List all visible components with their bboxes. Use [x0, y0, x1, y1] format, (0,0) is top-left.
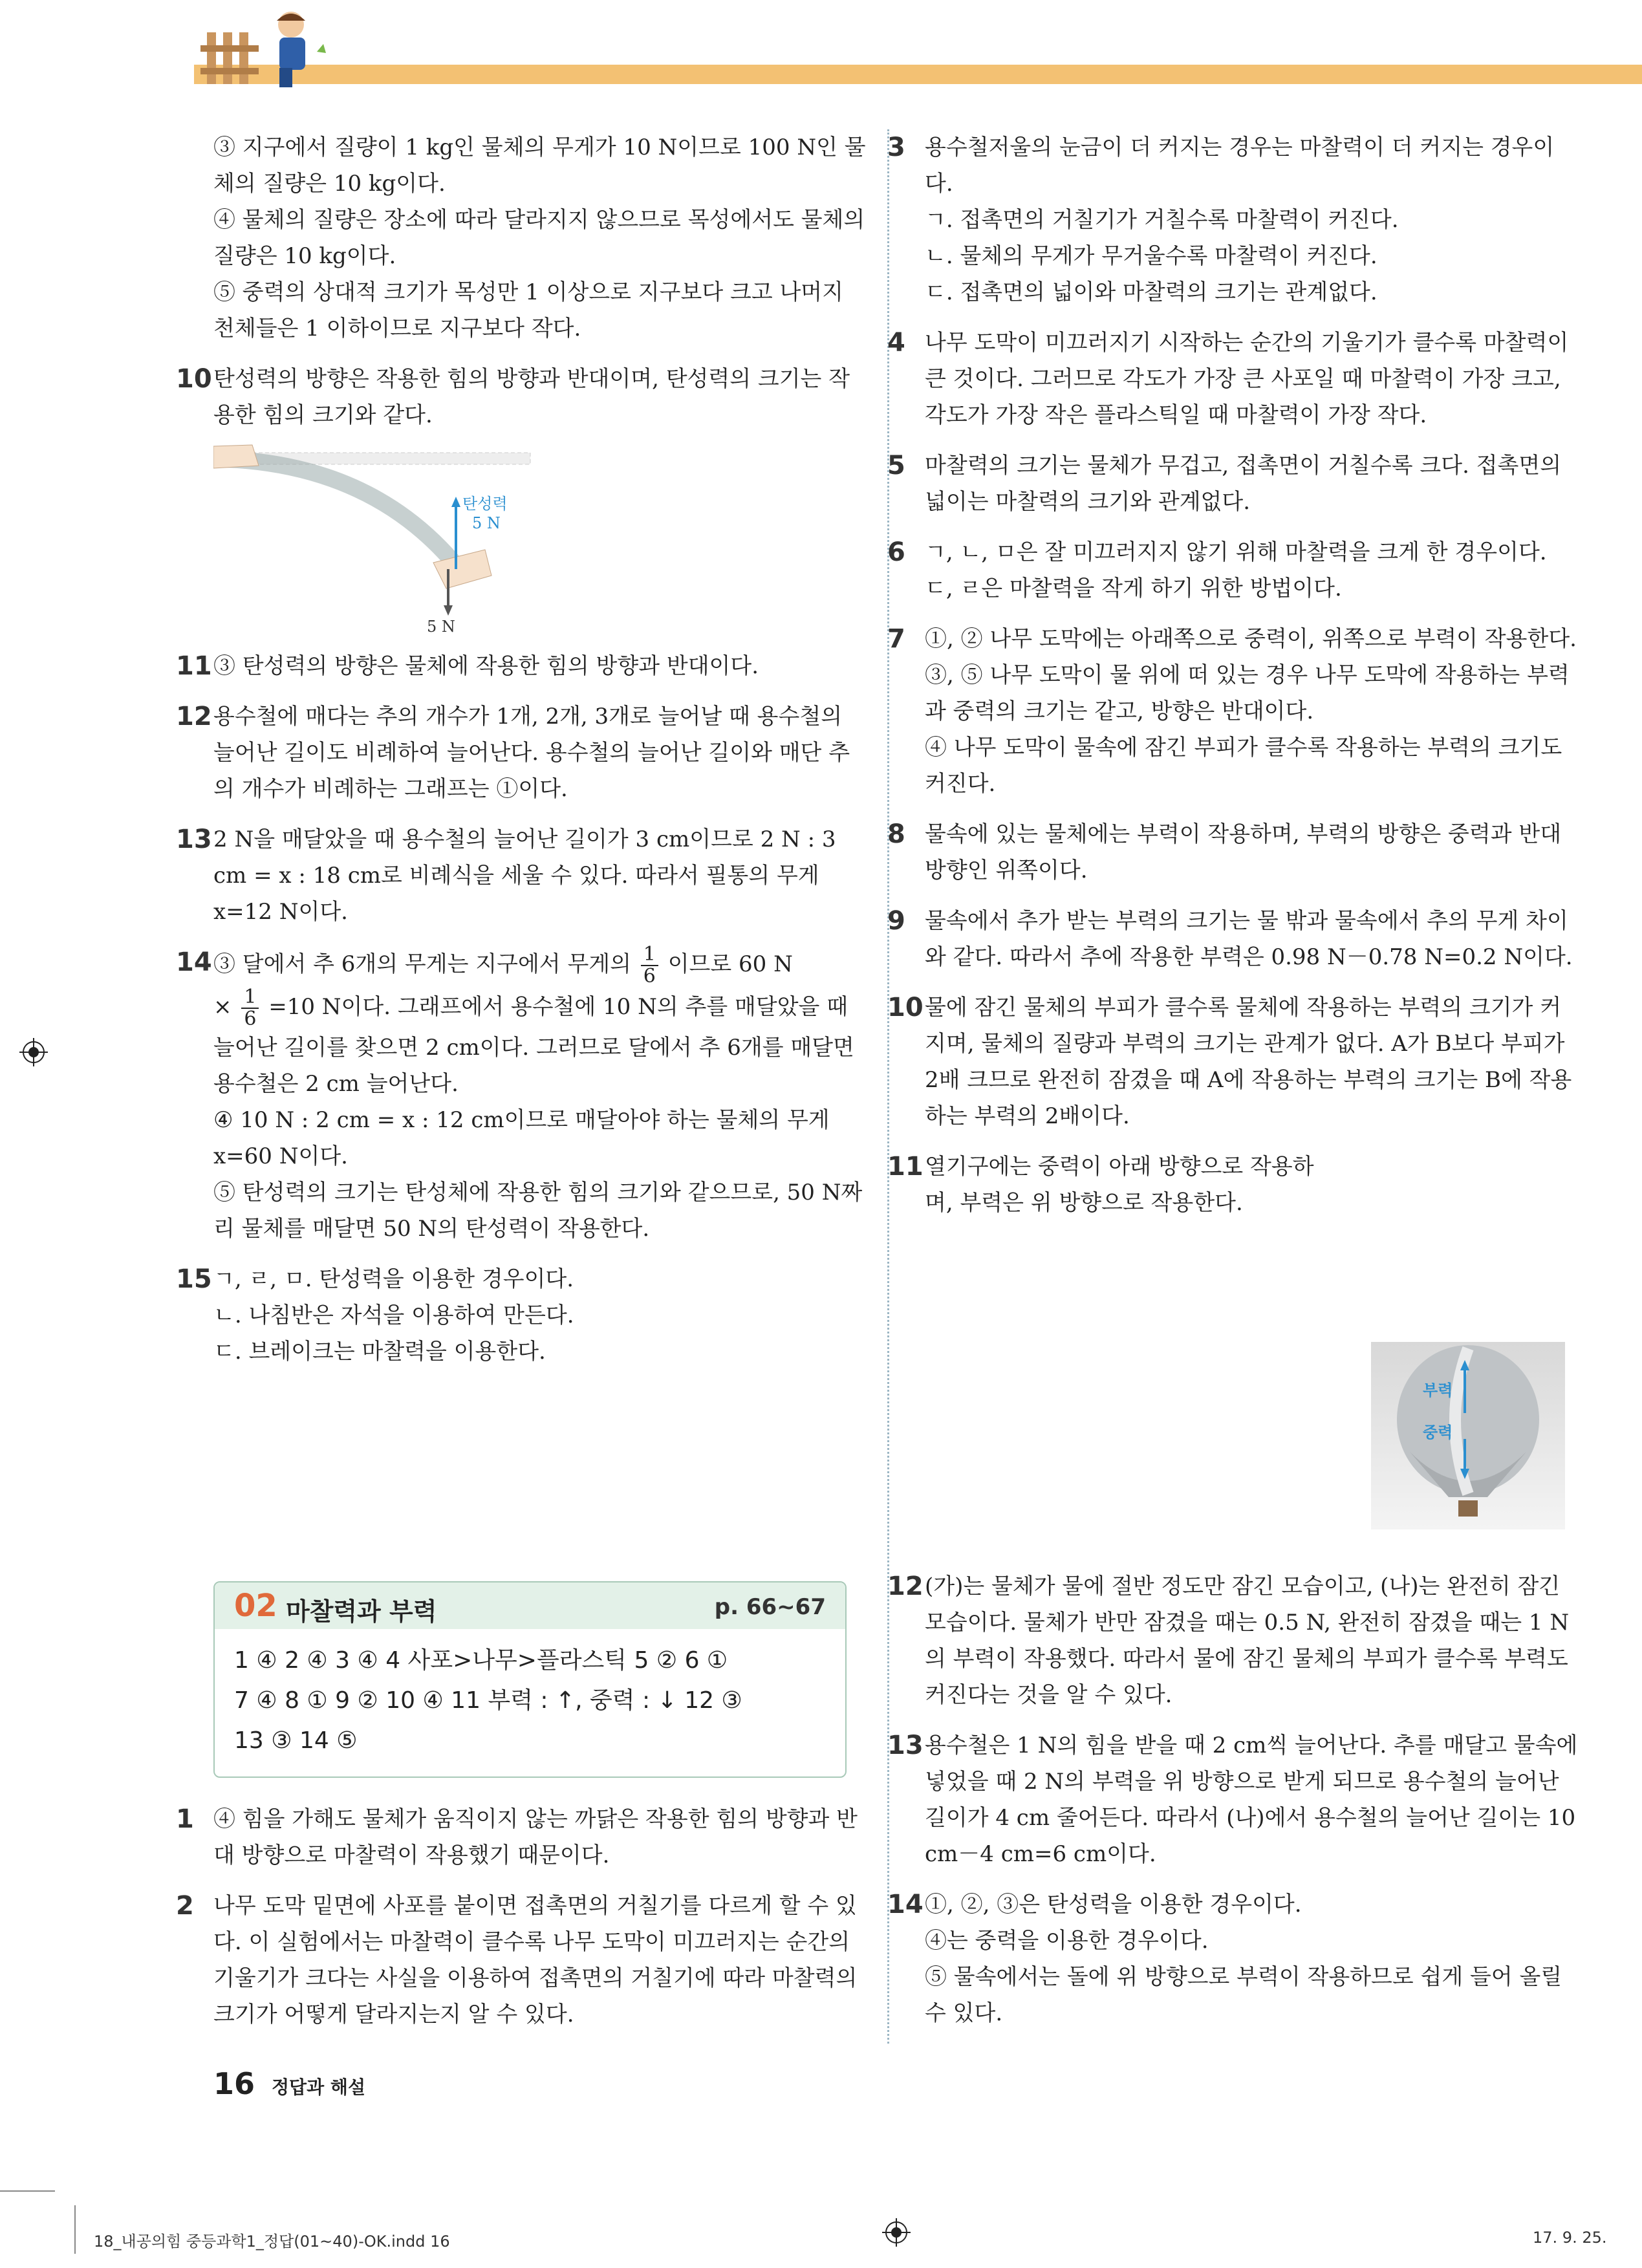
answer-number: 10	[887, 993, 924, 1022]
answer-10	[176, 361, 867, 636]
answer-text: 탄성력의 방향은 작용한 힘의 방향과 반대이며, 탄성력의 크기는 작용한 힘의 크기와 같다.	[213, 366, 850, 428]
answer-number: 14	[887, 1890, 924, 1919]
answer-10-right	[887, 989, 1578, 1134]
answer-number: 7	[887, 624, 905, 654]
answer-text: ㄱ, ㄹ, ㅁ. 탄성력을 이용한 경우이다.	[213, 1266, 574, 1292]
answer-number: 4	[887, 328, 905, 358]
summary-answers	[215, 1629, 845, 1761]
text-fragment: ③ 달에서 추 6개의 무게는 지구에서 무게의	[213, 951, 631, 977]
answer-text: ⑤ 물속에서는 돌에 위 방향으로 부력이 작용하므로 쉽게 들어 올릴 수 있다.	[925, 1964, 1562, 2026]
answer-text: ④ 나무 도막이 물속에 잠긴 부피가 클수록 작용하는 부력의 크기도 커진다.	[925, 735, 1562, 797]
answer-text: 열기구에는 중력이 아래 방향으로 작용하며, 부력은 위 방향으로 작용한다.	[925, 1154, 1314, 1216]
answer-text: 나무 도막 밑면에 사포를 붙이면 접촉면의 거칠기를 다르게 할 수 있다. 이 실험에서는 마찰력이 클수록 나무 도막이 미끄러지는 순간의 기울기가 크다는 사실을 이용하여 접촉면의 거칠기에 따라 마찰력의 크기가 어떻게 달라지는지 알 수 있다.	[213, 1893, 858, 2027]
crop-mark	[0, 2190, 55, 2192]
answer-text: ㄱ, ㄴ, ㅁ은 잘 미끄러지지 않기 위해 마찰력을 크게 한 경우이다.	[925, 539, 1547, 565]
answer-14	[176, 943, 867, 1247]
answer-2	[176, 1888, 867, 2033]
answer-11	[176, 648, 867, 684]
ruler-bend-figure	[213, 440, 563, 634]
answer-text: ③, ⑤ 나무 도막이 물 위에 떠 있는 경우 나무 도막에 작용하는 부력과 중력의 크기는 같고, 방향은 반대이다.	[925, 662, 1570, 724]
ruler-bend-illustration	[213, 440, 563, 634]
answer-9	[887, 903, 1578, 975]
answer-number: 1	[176, 1804, 194, 1834]
text-line: ⑤ 중력의 상대적 크기가 목성만 1 이상으로 지구보다 크고 나머지 천체들은 1 이하이므로 지구보다 작다.	[213, 279, 843, 341]
answer-text: ⑤ 탄성력의 크기는 탄성체에 작용한 힘의 크기와 같으므로, 50 N짜리 물체를 매달면 50 N의 탄성력이 작용한다.	[213, 1180, 863, 1242]
registration-mark-icon	[19, 1038, 48, 1066]
answer-1	[176, 1801, 867, 1874]
fraction-denominator: 6	[643, 965, 656, 988]
answer-number: 3	[887, 133, 905, 162]
elastic-force-value: 5 N	[472, 514, 501, 532]
gardener-mascot-icon	[194, 6, 336, 91]
answer-text: 물속에 있는 물체에는 부력이 작용하며, 부력의 방향은 중력과 반대 방향인 위쪽이다.	[925, 821, 1562, 883]
answer-number: 6	[887, 537, 905, 567]
answer-number: 5	[887, 451, 905, 481]
right-column-bottom	[887, 1568, 1578, 2046]
elastic-force-label: 탄성력	[462, 495, 508, 513]
answer-3	[887, 129, 1578, 310]
header-stripe	[194, 65, 1642, 84]
answer-text: 용수철저울의 눈금이 더 커지는 경우는 마찰력이 더 커지는 경우이다.	[925, 135, 1555, 197]
answer-number: 2	[176, 1891, 194, 1921]
answer-row: 7 ④ 8 ① 9 ② 10 ④ 11 부력 : ↑, 중력 : ↓ 12 ③	[234, 1687, 742, 1714]
print-date: 17. 9. 25.	[1533, 2229, 1607, 2247]
hot-air-balloon-photo	[1371, 1342, 1565, 1529]
left-column	[176, 129, 867, 1384]
answer-number: 11	[887, 1152, 924, 1182]
answer-text: ①, ② 나무 도막에는 아래쪽으로 중력이, 위쪽으로 부력이 작용한다.	[925, 626, 1577, 652]
answer-text	[213, 987, 867, 1102]
summary-header	[215, 1582, 845, 1629]
answer-text: ㄴ. 나침반은 자석을 이용하여 만든다.	[213, 1302, 574, 1328]
text-fragment: =10 N이다. 그래프에서 용수철에 10 N의 추를 매달았을 때 늘어난 길이를 찾으면 2 cm이다. 그러므로 달에서 추 6개를 매달면 용수철은 2 cm 늘어난다.	[213, 994, 854, 1097]
answer-summary-box	[213, 1581, 847, 1778]
answer-text: 용수철에 매다는 추의 개수가 1개, 2개, 3개로 늘어날 때 용수철의 늘어난 길이도 비례하여 늘어난다. 용수철의 늘어난 길이와 매단 추의 개수가 비례하는 그래프는 ①이다.	[213, 704, 850, 802]
answer-12-right	[887, 1568, 1578, 1713]
answer-15	[176, 1261, 867, 1370]
right-column	[887, 129, 1578, 1235]
text-line: ④ 물체의 질량은 장소에 따라 달라지지 않으므로 목성에서도 물체의 질량은 10 kg이다.	[213, 207, 865, 269]
fraction	[241, 987, 259, 1030]
print-file-info: 18_내공의힘 중등과학1_정답(01~40)-OK.indd 16	[94, 2232, 450, 2251]
answer-number: 13	[176, 825, 212, 854]
answer-7	[887, 621, 1578, 802]
gravity-label: 중력	[1423, 1423, 1453, 1442]
answer-text: ㄴ. 물체의 무게가 무거울수록 마찰력이 커진다.	[925, 243, 1377, 269]
page-number: 16	[213, 2066, 255, 2101]
answer-text: 용수철은 1 N의 힘을 받을 때 2 cm씩 늘어난다. 추를 매달고 물속에 넣었을 때 2 N의 부력을 위 방향으로 받게 되므로 용수철의 늘어난 길이가 4 cm 줄어든다. 따라서 (나)에서 용수철의 늘어난 길이는 10 cm－4 cm=6 cm이다.	[925, 1733, 1578, 1867]
fraction	[641, 944, 658, 987]
answer-text: ㄷ. 브레이크는 마찰력을 이용한다.	[213, 1339, 546, 1365]
answer-text: 나무 도막이 미끄러지기 시작하는 순간의 기울기가 클수록 마찰력이 큰 것이다. 그러므로 각도가 가장 큰 사포일 때 마찰력이 가장 크고, 각도가 가장 작은 플라스틱일 때 마찰력이 가장 작다.	[925, 330, 1569, 428]
prev-answer-9-continued	[213, 129, 867, 347]
answer-text: ④는 중력을 이용한 경우이다.	[925, 1928, 1209, 1954]
answer-12	[176, 698, 867, 807]
fraction-denominator: 6	[244, 1008, 257, 1030]
answer-4	[887, 325, 1578, 433]
fraction-numerator: 1	[241, 987, 259, 1009]
answer-number: 15	[176, 1264, 212, 1294]
answer-14-right	[887, 1886, 1578, 2031]
buoyancy-label: 부력	[1423, 1381, 1453, 1399]
balloon-illustration	[1371, 1342, 1565, 1529]
answer-text: 2 N을 매달았을 때 용수철의 늘어난 길이가 3 cm이므로 2 N : 3 cm = x : 18 cm로 비례식을 세울 수 있다. 따라서 필통의 무게 x=12 N이다.	[213, 826, 836, 925]
answer-5	[887, 448, 1578, 520]
text-fragment: 이므로 60 N	[667, 951, 793, 977]
answer-text: ㄷ. 접촉면의 넓이와 마찰력의 크기는 관계없다.	[925, 279, 1377, 305]
answer-text	[213, 944, 867, 987]
section-title: 마찰력과 부력	[286, 1597, 437, 1626]
text-line: ③ 지구에서 질량이 1 kg인 물체의 무게가 10 N이므로 100 N인 물체의 질량은 10 kg이다.	[213, 135, 866, 197]
answer-text: 물속에서 추가 받는 부력의 크기는 물 밖과 물속에서 추의 무게 차이와 같다. 따라서 추에 작용한 부력은 0.98 N－0.78 N=0.2 N이다.	[925, 908, 1573, 970]
fraction-numerator: 1	[641, 944, 658, 966]
answer-13-right	[887, 1727, 1578, 1872]
answer-text: 물에 잠긴 물체의 부피가 클수록 물체에 작용하는 부력의 크기가 커지며, 물체의 질량과 부력의 크기는 관계가 없다. A가 B보다 부피가 2배 크므로 완전히 잠겼을 때 A에 작용하는 부력의 크기는 B에 작용하는 부력의 2배이다.	[925, 995, 1572, 1129]
answer-text: 마찰력의 크기는 물체가 무겁고, 접촉면이 거칠수록 크다. 접촉면의 넓이는 마찰력의 크기와 관계없다.	[925, 453, 1562, 515]
left-column-bottom	[176, 1801, 867, 2047]
answer-row: 1 ④ 2 ④ 3 ④ 4 사포>나무>플라스틱 5 ② 6 ①	[234, 1647, 728, 1674]
answer-number: 11	[176, 651, 212, 681]
answer-row: 13 ③ 14 ⑤	[234, 1727, 358, 1754]
footer-section-label: 정답과 해설	[272, 2077, 365, 2098]
answer-number: 10	[176, 364, 212, 394]
times-symbol: ×	[213, 994, 232, 1020]
registration-mark-icon	[882, 2218, 911, 2247]
answer-number: 14	[176, 947, 212, 977]
answer-6	[887, 534, 1578, 607]
answer-text: ④ 힘을 가해도 물체가 움직이지 않는 까닭은 작용한 힘의 방향과 반대 방향으로 마찰력이 작용했기 때문이다.	[213, 1806, 858, 1868]
answer-number: 12	[887, 1571, 924, 1601]
answer-8	[887, 816, 1578, 889]
answer-number: 8	[887, 819, 905, 849]
applied-force-value: 5 N	[427, 618, 455, 636]
answer-11-right	[887, 1149, 1339, 1221]
answer-text: ④ 10 N : 2 cm = x : 12 cm이므로 매달아야 하는 물체의 무게 x=60 N이다.	[213, 1107, 830, 1169]
answer-text: ①, ②, ③은 탄성력을 이용한 경우이다.	[925, 1892, 1302, 1917]
answer-text: ㄱ. 접촉면의 거칠기가 거칠수록 마찰력이 커진다.	[925, 207, 1399, 233]
answer-number: 13	[887, 1731, 924, 1760]
answer-text: (가)는 물체가 물에 절반 정도만 잠긴 모습이고, (나)는 완전히 잠긴 모습이다. 물체가 반만 잠겼을 때는 0.5 N, 완전히 잠겼을 때는 1 N의 부력이 작용했다. 따라서 물에 잠긴 물체의 부피가 클수록 부력도 커진다는 것을 알 수 있다.	[925, 1573, 1570, 1708]
answer-text: ③ 탄성력의 방향은 물체에 작용한 힘의 방향과 반대이다.	[213, 653, 759, 679]
section-number: 02	[234, 1588, 277, 1624]
answer-number: 9	[887, 906, 905, 936]
crop-mark	[74, 2205, 76, 2254]
answer-text: ㄷ, ㄹ은 마찰력을 작게 하기 위한 방법이다.	[925, 576, 1342, 601]
answer-number: 12	[176, 702, 212, 731]
answer-13	[176, 821, 867, 930]
section-pages: p. 66~67	[714, 1594, 826, 1620]
